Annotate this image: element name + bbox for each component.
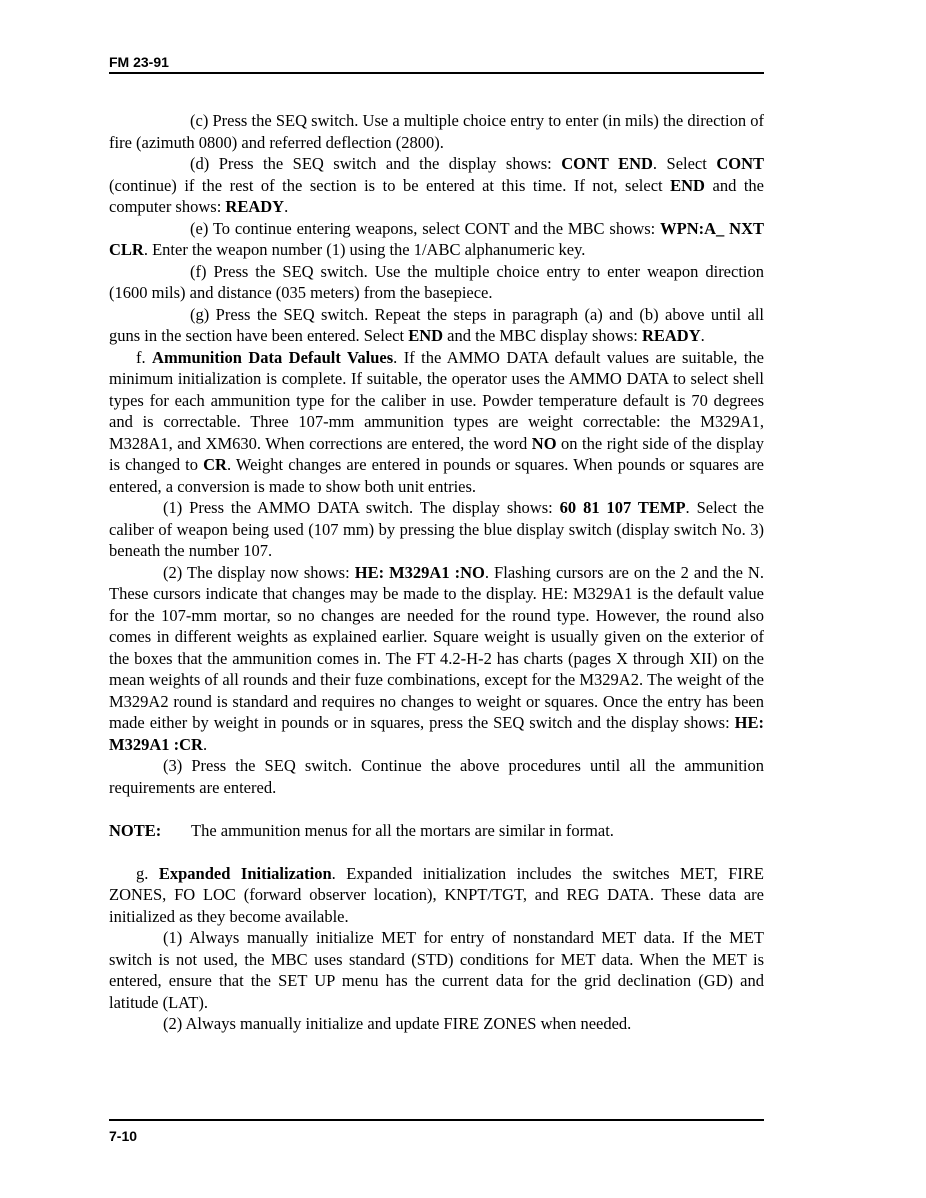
note-block: [109, 820, 764, 842]
header-rule: [109, 72, 764, 74]
paragraph-f2: (2) The display now shows: HE: M329A1 :NO. Flashing cursors are on the 2 and the N. These cursors indicate that changes may be made to the display. HE: M329A1 is the default value for the 107-mm mortar, so no changes are needed for the round type. However, the round also comes in different weights as explained earlier. Square weight is usually given on the exterior of the boxes that the ammunition comes in. The FT 4.2-H-2 has charts (pages X through XII) on the mean weights of all rounds and their fuze combinations, except for the M329A2. The weight of the M329A2 round is standard and requires no changes to weight or squares. Once the entry has been made either by weight in pounds or in squares, press the SEQ switch and the display shows: HE: M329A1 :CR.: [109, 562, 764, 754]
note-label: NOTE:: [109, 820, 162, 840]
paragraph-f3: (3) Press the SEQ switch. Continue the above procedures until all the ammunition requirements are entered.: [109, 756, 764, 797]
footer-rule: [109, 1119, 764, 1121]
page-number: 7-10: [109, 1128, 138, 1144]
paragraph-d: (d) Press the SEQ switch and the display shows: CONT END. Select CONT (continue) if the rest of the section is to be entered at this time. If not, select END and the computer shows: READY.: [109, 154, 764, 216]
paragraph-f1: (1) Press the AMMO DATA switch. The display shows: 60 81 107 TEMP. Select the caliber of weapon being used (107 mm) by pressing the blue display switch (display switch No. 3) beneath the number 107.: [109, 498, 764, 560]
paragraph-g: (g) Press the SEQ switch. Repeat the steps in paragraph (a) and (b) above until all guns in the section have been entered. Select END and the MBC display shows: READY.: [109, 304, 764, 345]
section-expanded-initialization: g. Expanded Initialization. Expanded initialization includes the switches MET, FIRE ZONES, FO LOC (forward observer location), KNPT/TGT, and REG DATA. These data are initialized as they become available.: [109, 863, 765, 926]
paragraph-e: (e) To continue entering weapons, select CONT and the MBC shows: WPN:A_ NXT CLR. Enter the weapon number (1) using the 1/ABC alphanumeric key.: [109, 218, 764, 259]
paragraph-g2: (2) Always manually initialize and update FIRE ZONES when needed.: [163, 1014, 632, 1033]
paragraph-f: (f) Press the SEQ switch. Use the multiple choice entry to enter weapon direction (1600 mils) and distance (035 meters) from the basepiece.: [109, 261, 764, 302]
paragraph-c: (c) Press the SEQ switch. Use a multiple choice entry to enter (in mils) the direction of fire (azimuth 0800) and referred deflection (2800).: [109, 111, 764, 152]
document-id: FM 23-91: [109, 54, 169, 70]
note-text: The ammunition menus for all the mortars are similar in format.: [191, 820, 614, 840]
section-ammunition-data: f. Ammunition Data Default Values. If the AMMO DATA default values are suitable, the minimum initialization is complete. If suitable, the operator uses the AMMO DATA to select shell types for each ammunition type for the caliber in use. Powder temperature default is 70 degrees and is correctable. Three 107-mm ammunition types are weight correctable: the M329A1, M328A1, and XM630. When corrections are entered, the word NO on the right side of the display is changed to CR. Weight changes are entered in pounds or squares. When pounds or squares are entered, a conversion is made to show both unit entries.: [109, 347, 765, 496]
paragraph-g1: (1) Always manually initialize MET for entry of nonstandard MET data. If the MET switch is not used, the MBC uses standard (STD) conditions for MET data. When the MET is entered, ensure that the SET UP menu has the current data for the grid declination (GD) and latitude (LAT).: [109, 928, 764, 1012]
body-text: [109, 110, 764, 1035]
